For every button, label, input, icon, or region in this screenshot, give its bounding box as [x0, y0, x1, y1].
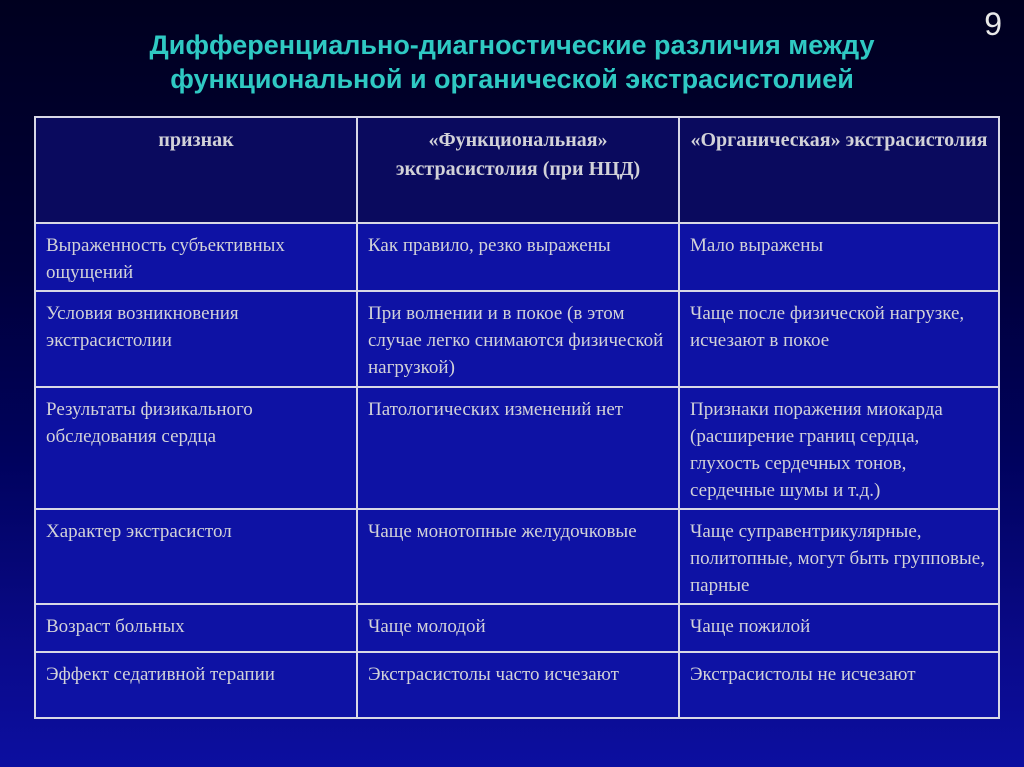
cell-organic: Мало выражены	[679, 223, 999, 291]
cell-functional: Чаще монотопные желудочковые	[357, 509, 679, 604]
cell-sign: Эффект седативной терапии	[35, 652, 357, 718]
cell-organic: Экстрасистолы не исчезают	[679, 652, 999, 718]
cell-organic: Чаще после физической нагрузке, исчезают в покое	[679, 291, 999, 387]
cell-functional: При волнении и в покое (в этом случае легко снимаются физической нагрузкой)	[357, 291, 679, 387]
slide-title	[40, 28, 984, 96]
table-row	[35, 223, 999, 291]
cell-sign: Условия возникновения экстрасистолии	[35, 291, 357, 387]
cell-organic: Чаще пожилой	[679, 604, 999, 652]
header-organic: «Органическая» экстрасистолия	[679, 117, 999, 223]
cell-sign: Результаты физикального обследования сердца	[35, 387, 357, 509]
table-header-row	[35, 117, 999, 223]
cell-functional: Чаще молодой	[357, 604, 679, 652]
cell-organic: Признаки поражения миокарда (расширение границ сердца, глухость сердечных тонов, сердечные шумы и т.д.)	[679, 387, 999, 509]
cell-sign: Выраженность субъективных ощущений	[35, 223, 357, 291]
slide-number: 9	[984, 6, 1002, 42]
slide-title-line-1: Дифференциально-диагностические различия между	[149, 30, 875, 60]
slide-title-line-2: функциональной и органической экстрасистолией	[170, 64, 854, 94]
table-row	[35, 291, 999, 387]
cell-functional: Патологических изменений нет	[357, 387, 679, 509]
cell-functional: Экстрасистолы часто исчезают	[357, 652, 679, 718]
table-row	[35, 387, 999, 509]
table-row	[35, 604, 999, 652]
header-functional: «Функциональная» экстрасистолия (при НЦД)	[357, 117, 679, 223]
table-row	[35, 652, 999, 718]
cell-sign: Возраст больных	[35, 604, 357, 652]
header-sign: признак	[35, 117, 357, 223]
cell-sign: Характер экстрасистол	[35, 509, 357, 604]
cell-organic: Чаще суправентрикулярные, политопные, могут быть групповые, парные	[679, 509, 999, 604]
cell-functional: Как правило, резко выражены	[357, 223, 679, 291]
table-row	[35, 509, 999, 604]
comparison-table	[34, 116, 1000, 719]
